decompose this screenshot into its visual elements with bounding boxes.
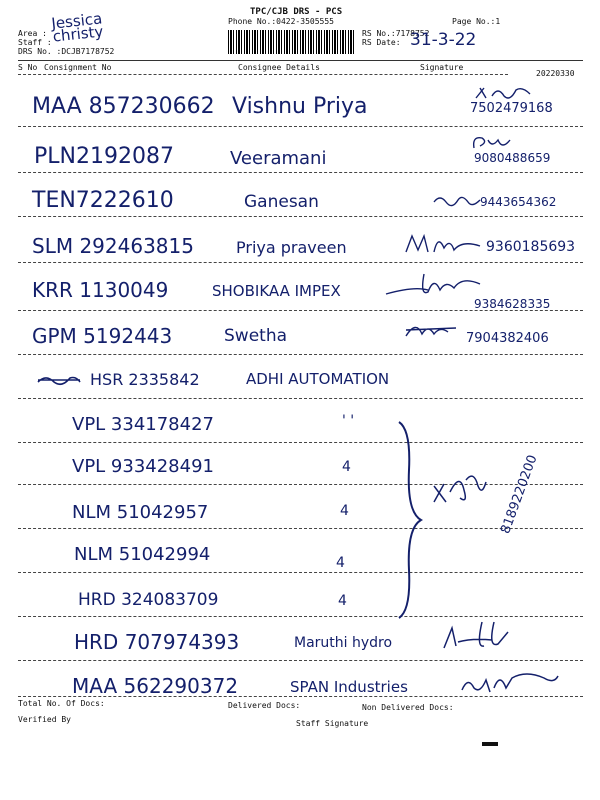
column-consignment: Consignment No bbox=[44, 63, 112, 72]
row-5-consignee: SHOBIKAA IMPEX bbox=[212, 282, 341, 300]
print-date: 20220330 bbox=[536, 69, 575, 78]
row-divider bbox=[18, 660, 583, 661]
signature-row-5 bbox=[384, 270, 484, 300]
row-divider bbox=[18, 354, 583, 355]
row-6-consignment: GPM 5192443 bbox=[32, 324, 173, 348]
area-label: Area : bbox=[18, 29, 47, 38]
row-10-mark: 4 bbox=[340, 503, 349, 519]
column-sno: S No bbox=[18, 63, 38, 72]
phone-number: Phone No.:0422-3505555 bbox=[228, 17, 334, 26]
row-3-consignee: Ganesan bbox=[244, 192, 319, 212]
row-6-consignee: Swetha bbox=[224, 326, 288, 346]
row-divider bbox=[18, 216, 583, 217]
row-10-consignment: NLM 51042957 bbox=[72, 502, 209, 523]
group-brace bbox=[395, 420, 425, 620]
handwritten-staff-name: Jessica christy bbox=[50, 9, 105, 46]
header-rule-bottom bbox=[18, 74, 508, 75]
row-2-consignee: Veeramani bbox=[230, 148, 327, 169]
signature-group bbox=[430, 462, 490, 512]
row-divider bbox=[18, 484, 583, 485]
row-14-consignment: MAA 562290372 bbox=[72, 674, 239, 698]
row-divider bbox=[18, 126, 583, 127]
column-signature: Signature bbox=[420, 63, 464, 72]
row-13-consignment: HRD 707974393 bbox=[74, 630, 240, 654]
group-phone-note: 8189220200 bbox=[498, 453, 541, 536]
verified-by-label: Verified By bbox=[18, 715, 71, 724]
row-divider bbox=[18, 442, 583, 443]
signature-row-3 bbox=[432, 192, 482, 212]
row-5-consignment: KRR 1130049 bbox=[32, 278, 169, 302]
header-rule-top bbox=[18, 60, 583, 61]
row-divider bbox=[18, 398, 583, 399]
row-11-consignment: NLM 51042994 bbox=[74, 544, 211, 565]
row-4-consignment: SLM 292463815 bbox=[32, 234, 194, 258]
rs-number: RS No.:7178752 bbox=[362, 29, 430, 38]
row-14-consignee: SPAN Industries bbox=[290, 678, 408, 696]
barcode bbox=[228, 30, 354, 54]
row-5-phone: 9384628335 bbox=[474, 297, 551, 311]
row-13-consignee: Maruthi hydro bbox=[294, 635, 393, 651]
page-number: Page No.:1 bbox=[452, 17, 501, 26]
staff-label: Staff : bbox=[18, 38, 52, 47]
signature-row-6 bbox=[404, 318, 464, 340]
signature-row-14 bbox=[460, 668, 560, 698]
signature-row-2 bbox=[470, 132, 520, 152]
row-1-consignment: MAA 857230662 bbox=[32, 94, 215, 119]
rs-date-label: RS Date: bbox=[362, 38, 401, 47]
row-3-consignment: TEN7222610 bbox=[32, 188, 174, 213]
row-9-mark: 4 bbox=[342, 459, 351, 475]
row-divider bbox=[18, 310, 583, 311]
row-7-consignee: ADHI AUTOMATION bbox=[246, 370, 390, 388]
row-divider bbox=[18, 262, 583, 263]
row-3-phone: 9443654362 bbox=[480, 195, 557, 209]
row-7-consignment: HSR 2335842 bbox=[90, 370, 200, 389]
row-12-mark: 4 bbox=[338, 593, 347, 609]
non-delivered-docs-label: Non Delivered Docs: bbox=[362, 703, 454, 712]
signature-row-1 bbox=[474, 84, 534, 104]
ink-mark bbox=[482, 742, 498, 746]
row-9-consignment: VPL 933428491 bbox=[72, 456, 214, 477]
row-divider bbox=[18, 172, 583, 173]
row-2-consignment: PLN2192087 bbox=[34, 144, 174, 169]
row-6-phone: 7904382406 bbox=[466, 331, 549, 346]
row-11-mark: 4 bbox=[336, 555, 345, 571]
drs-number: DRS No. :DCJB7178752 bbox=[18, 47, 115, 56]
row-8-consignment: VPL 334178427 bbox=[72, 414, 214, 435]
row-12-consignment: HRD 324083709 bbox=[78, 590, 219, 610]
row-divider bbox=[18, 572, 583, 573]
row-1-phone: 7502479168 bbox=[470, 101, 553, 116]
row-8-mark: ' ' bbox=[342, 413, 355, 429]
column-consignee: Consignee Details bbox=[238, 63, 320, 72]
row-4-phone: 9360185693 bbox=[486, 239, 576, 255]
staff-signature-label: Staff Signature bbox=[296, 719, 369, 728]
total-docs-label: Total No. Of Docs: bbox=[18, 699, 105, 708]
footer-rule bbox=[18, 696, 583, 697]
delivered-docs-label: Delivered Docs: bbox=[228, 701, 301, 710]
row-divider bbox=[18, 616, 583, 617]
handwritten-date: 31-3-22 bbox=[410, 30, 477, 50]
row-2-phone: 9080488659 bbox=[474, 151, 551, 165]
signature-row-7-strike bbox=[36, 372, 82, 388]
row-4-consignee: Priya praveen bbox=[236, 238, 347, 257]
row-1-consignee: Vishnu Priya bbox=[232, 94, 368, 119]
sheet-title: TPC/CJB DRS - PCS bbox=[250, 7, 343, 17]
signature-row-13 bbox=[442, 618, 512, 654]
signature-row-4 bbox=[404, 232, 484, 256]
